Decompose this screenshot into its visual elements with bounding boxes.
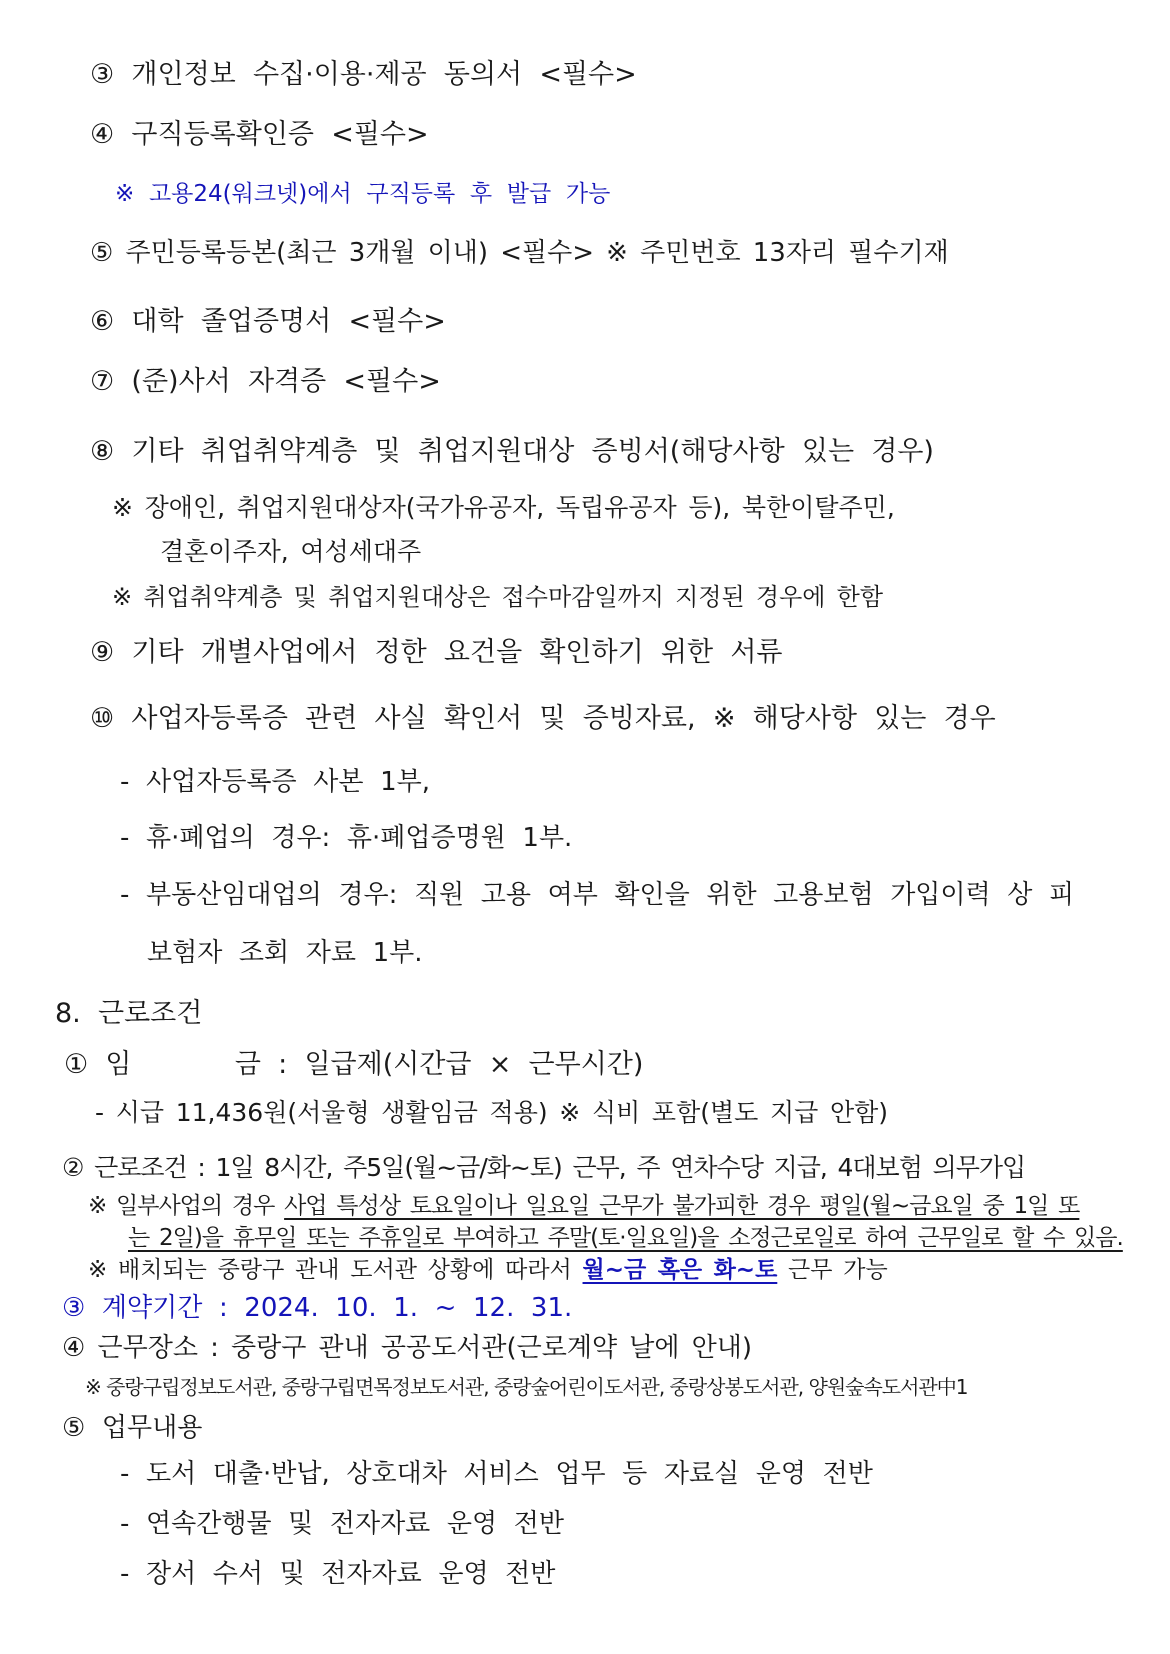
dash-closure-text: - 휴·폐업의 경우: 휴·폐업증명원 1부. (120, 823, 573, 853)
note-employment24-text: ※ 고용24(워크넷)에서 구직등록 후 발급 가능 (115, 181, 611, 207)
dash-realestate-2-text: 보험자 조회 자료 1부. (147, 938, 423, 968)
item7-librarian-license-text: ⑦ (준)사서 자격증 <필수> (90, 366, 441, 397)
doc-line-cond2-hours (62, 1152, 1025, 1183)
cond1-wage-text: ① 임 금 : 일급제(시간급 × 근무시간) (64, 1049, 644, 1080)
item9-other-docs-text: ⑨ 기타 개별사업에서 정한 요건을 확인하기 위한 서류 (90, 637, 783, 668)
doc-line-note-employment24 (115, 180, 610, 209)
item10-business-reg-text: ⑩ 사업자등록증 관련 사실 확인서 및 증빙자료, ※ 해당사항 있는 경우 (90, 703, 996, 734)
duty-collection-text: - 장서 수서 및 전자자료 운영 전반 (120, 1559, 556, 1589)
doc-line-note-deadline (112, 582, 883, 612)
doc-line-dash-closure (120, 822, 572, 855)
doc-line-cond2-note1-line2 (128, 1224, 1123, 1253)
doc-line-cond5-duties (62, 1412, 202, 1445)
cond5-duties-text: ⑤ 업무내용 (62, 1413, 203, 1443)
doc-line-item7-librarian-license (90, 365, 441, 399)
cond2-note1-line1-plain: ※ 일부사업의 경우 (88, 1193, 285, 1219)
note-vulnerable-list-1-text: ※ 장애인, 취업지원대상자(국가유공자, 독립유공자 등), 북한이탈주민, (112, 493, 895, 522)
doc-line-duty-serials (120, 1508, 564, 1541)
section8-heading-text: 8. 근로조건 (55, 998, 203, 1029)
doc-line-cond1-wage (64, 1048, 643, 1082)
doc-line-item8-vulnerable-groups (90, 435, 934, 469)
doc-line-cond2-note2 (88, 1256, 888, 1285)
cond2-note2-schedule-highlight: 월~금 혹은 화~토 (582, 1257, 778, 1283)
doc-line-item10-business-reg (90, 702, 996, 736)
doc-line-item6-diploma (90, 305, 446, 339)
doc-line-cond4-library-list (85, 1375, 967, 1400)
cond2-note1-line2-underlined: 는 2일)을 휴무일 또는 주휴일로 부여하고 주말(토·일요일)을 소정근로일로 하여 근무일로 할 수 있음. (128, 1225, 1123, 1251)
duty-circulation-text: - 도서 대출·반납, 상호대차 서비스 업무 등 자료실 운영 전반 (120, 1459, 873, 1489)
doc-line-note-vulnerable-list-1 (112, 492, 895, 523)
doc-line-section8-heading (55, 997, 202, 1031)
item6-diploma-text: ⑥ 대학 졸업증명서 <필수> (90, 306, 446, 337)
doc-line-cond3-contract-period (62, 1292, 572, 1325)
doc-line-cond1-wage-detail (95, 1097, 888, 1128)
doc-line-duty-circulation (120, 1458, 873, 1491)
cond1-wage-detail-text: - 시급 11,436원(서울형 생활임금 적용) ※ 식비 포함(별도 지급 안함) (95, 1098, 889, 1127)
doc-line-note-vulnerable-list-2 (160, 536, 421, 567)
note-vulnerable-list-2-text: 결혼이주자, 여성세대주 (160, 537, 422, 566)
duty-serials-text: - 연속간행물 및 전자자료 운영 전반 (120, 1509, 564, 1539)
item3-privacy-consent-text: ③ 개인정보 수집·이용·제공 동의서 <필수> (90, 59, 637, 90)
cond2-note1-line1-underlined: 사업 특성상 토요일이나 일요일 근무가 불가피한 경우 평일(월~금요일 중 1일 또 (284, 1193, 1080, 1219)
doc-line-dash-business-copy (120, 766, 430, 799)
cond2-note2-plain1: ※ 배치되는 중랑구 관내 도서관 상황에 따라서 (88, 1257, 583, 1283)
doc-line-item9-other-docs (90, 636, 782, 670)
doc-line-dash-realestate-2 (147, 937, 423, 970)
dash-realestate-1-text: - 부동산임대업의 경우: 직원 고용 여부 확인을 위한 고용보험 가입이력 상 피 (120, 880, 1075, 910)
cond2-note2-plain2: 근무 가능 (777, 1257, 888, 1283)
cond2-hours-text: ② 근로조건 : 1일 8시간, 주5일(월~금/화~토) 근무, 주 연차수당 지급, 4대보험 의무가입 (62, 1153, 1026, 1182)
doc-line-cond2-note1-line1 (88, 1192, 1079, 1221)
doc-line-dash-realestate-1 (120, 879, 1074, 912)
cond4-workplace-text: ④ 근무장소 : 중랑구 관내 공공도서관(근로계약 날에 안내) (62, 1333, 753, 1363)
item8-vulnerable-groups-text: ⑧ 기타 취업취약계층 및 취업지원대상 증빙서(해당사항 있는 경우) (90, 436, 934, 467)
dash-business-copy-text: - 사업자등록증 사본 1부, (120, 767, 430, 797)
doc-line-item4-job-registration-cert (90, 118, 429, 152)
note-deadline-text: ※ 취업취약계층 및 취업지원대상은 접수마감일까지 지정된 경우에 한함 (112, 583, 884, 611)
cond3-contract-period-text: ③ 계약기간 : 2024. 10. 1. ~ 12. 31. (62, 1293, 573, 1323)
item5-resident-register-text: ⑤ 주민등록등본(최근 3개월 이내) <필수> ※ 주민번호 13자리 필수기재 (90, 238, 949, 268)
doc-line-item5-resident-register (90, 237, 949, 270)
doc-line-item3-privacy-consent (90, 58, 637, 92)
doc-line-cond4-workplace (62, 1332, 752, 1365)
cond4-library-list-text: ※ 중랑구립정보도서관, 중랑구립면목정보도서관, 중랑숲어린이도서관, 중랑상봉도서관, 양원숲속도서관中1 (85, 1375, 968, 1399)
item4-job-registration-cert-text: ④ 구직등록확인증 <필수> (90, 119, 429, 150)
doc-line-duty-collection (120, 1558, 555, 1591)
